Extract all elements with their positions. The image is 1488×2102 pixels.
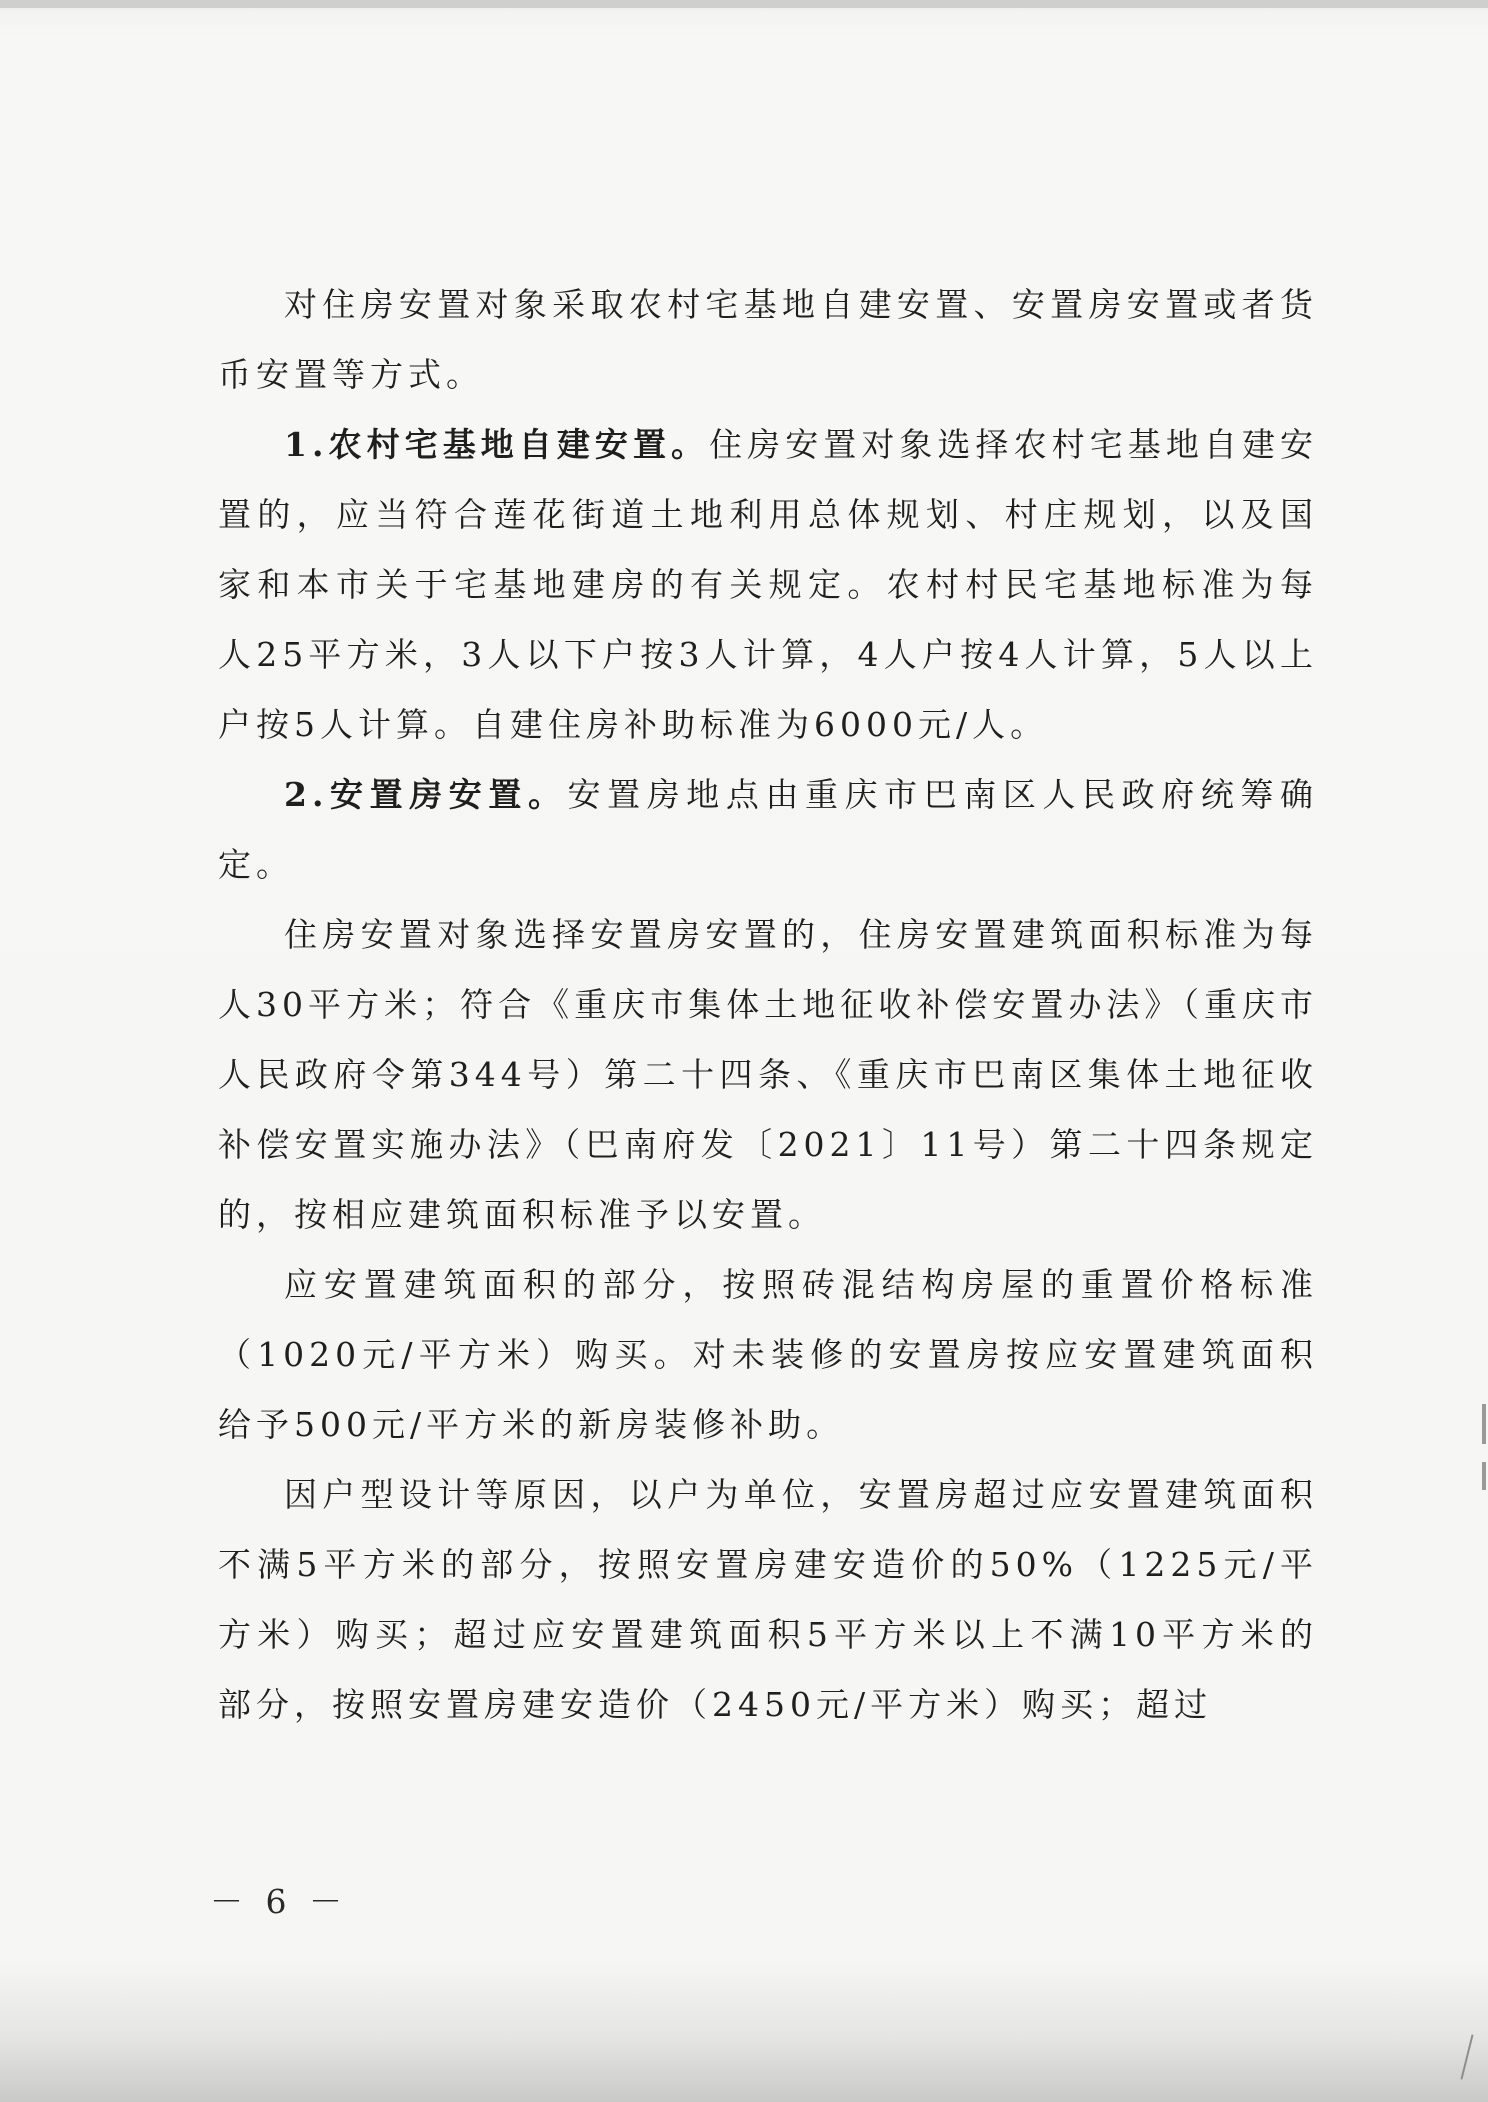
paragraph-3-text: 安置房地点由重庆市巴南区人民政府统筹确定。 [218,775,1319,884]
paragraph-2-heading: 1.农村宅基地自建安置。 [284,425,710,464]
paragraph-6 [218,1460,1318,1740]
scan-artifact-mark [1482,1462,1486,1490]
scan-corner-mark [1460,2034,1473,2079]
body-text [218,270,1318,1740]
paragraph-1-text: 对住房安置对象采取农村宅基地自建安置、安置房安置或者货币安置等方式。 [218,285,1318,394]
scan-top-edge [0,0,1488,8]
paragraph-6-text: 因户型设计等原因，以户为单位，安置房超过应安置建筑面积不满5平方米的部分，按照安置房建安造价的50%（1225元/平方米）购买；超过应安置建筑面积5平方米以上不满10平方米的部分，按照安置房建安造价（2450元/平方米）购买；超过 [218,1475,1318,1724]
paragraph-4-text: 住房安置对象选择安置房安置的，住房安置建筑面积标准为每人30平方米；符合《重庆市集体土地征收补偿安置办法》（重庆市人民政府令第344号）第二十四条、《重庆市巴南区集体土地征收补偿安置实施办法》（巴南府发〔2021〕11号）第二十四条规定的，按相应建筑面积标准予以安置。 [218,915,1318,1234]
page-number: － 6 － [210,1882,348,1921]
paragraph-3 [218,760,1318,900]
paragraph-2 [218,410,1318,760]
paragraph-3-heading: 2.安置房安置。 [284,775,568,814]
paragraph-1 [218,270,1318,410]
paragraph-4 [218,900,1318,1250]
paragraph-5 [218,1250,1318,1460]
paragraph-5-text: 应安置建筑面积的部分，按照砖混结构房屋的重置价格标准（1020元/平方米）购买。对未装修的安置房按应安置建筑面积给予500元/平方米的新房装修补助。 [218,1265,1318,1444]
paragraph-2-text: 住房安置对象选择农村宅基地自建安置的，应当符合莲花街道土地利用总体规划、村庄规划，以及国家和本市关于宅基地建房的有关规定。农村村民宅基地标准为每人25平方米，3人以下户按3人计算，4人户按4人计算，5人以上户按5人计算。自建住房补助标准为6000元/人。 [218,425,1319,744]
scan-artifact-mark [1482,1404,1486,1444]
